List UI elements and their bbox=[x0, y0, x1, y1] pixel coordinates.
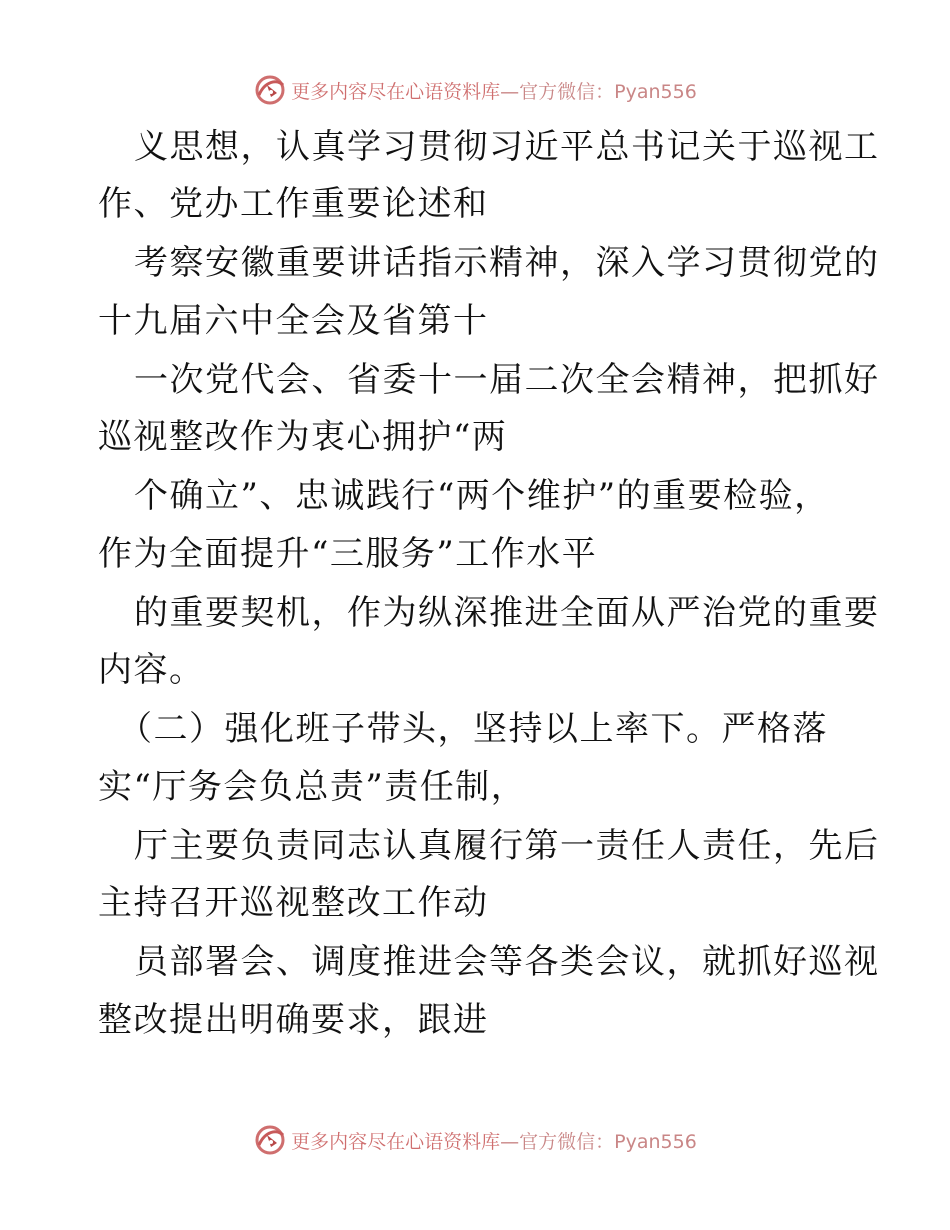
watermark-main: 更多内容尽在心语资料库 bbox=[291, 1130, 501, 1153]
body-line: 整改提出明确要求，跟进 bbox=[98, 1000, 489, 1040]
watermark-suffix: —官方微信：Pyan556 bbox=[500, 80, 697, 103]
body-line: 的重要契机，作为纵深推进全面从严治党的重要 bbox=[134, 593, 880, 633]
body-line: 义思想，认真学习贯彻习近平总书记关于巡视工 bbox=[134, 127, 880, 167]
watermark-main: 更多内容尽在心语资料库 bbox=[291, 80, 501, 103]
body-line: 作、党办工作重要论述和 bbox=[98, 184, 489, 224]
body-line: 作为全面提升“三服务”工作水平 bbox=[98, 534, 598, 574]
body-line: 一次党代会、省委十一届二次全会精神，把抓好 bbox=[134, 360, 880, 400]
body-line: 巡视整改作为衷心拥护“两 bbox=[98, 417, 508, 457]
footer-watermark bbox=[0, 1120, 950, 1160]
watermark-text bbox=[291, 1127, 697, 1154]
body-line: 十九届六中全会及省第十 bbox=[98, 301, 489, 341]
body-line: 考察安徽重要讲话指示精神，深入学习贯彻党的 bbox=[134, 243, 880, 283]
body-line: 主持召开巡视整改工作动 bbox=[98, 883, 489, 923]
body-line: 内容。 bbox=[98, 650, 205, 690]
body-line: 厅主要负责同志认真履行第一责任人责任，先后 bbox=[134, 826, 880, 866]
pen-nib-swirl-icon bbox=[253, 1123, 287, 1157]
body-line: 实“厅务会负总责”责任制， bbox=[98, 767, 527, 807]
watermark-suffix: —官方微信：Pyan556 bbox=[500, 1130, 697, 1153]
body-line: 个确立”、忠诚践行“两个维护”的重要检验， bbox=[134, 476, 830, 516]
body-line: （二）强化班子带头，坚持以上率下。严格落 bbox=[118, 709, 828, 749]
body-line: 员部署会、调度推进会等各类会议，就抓好巡视 bbox=[134, 942, 880, 982]
